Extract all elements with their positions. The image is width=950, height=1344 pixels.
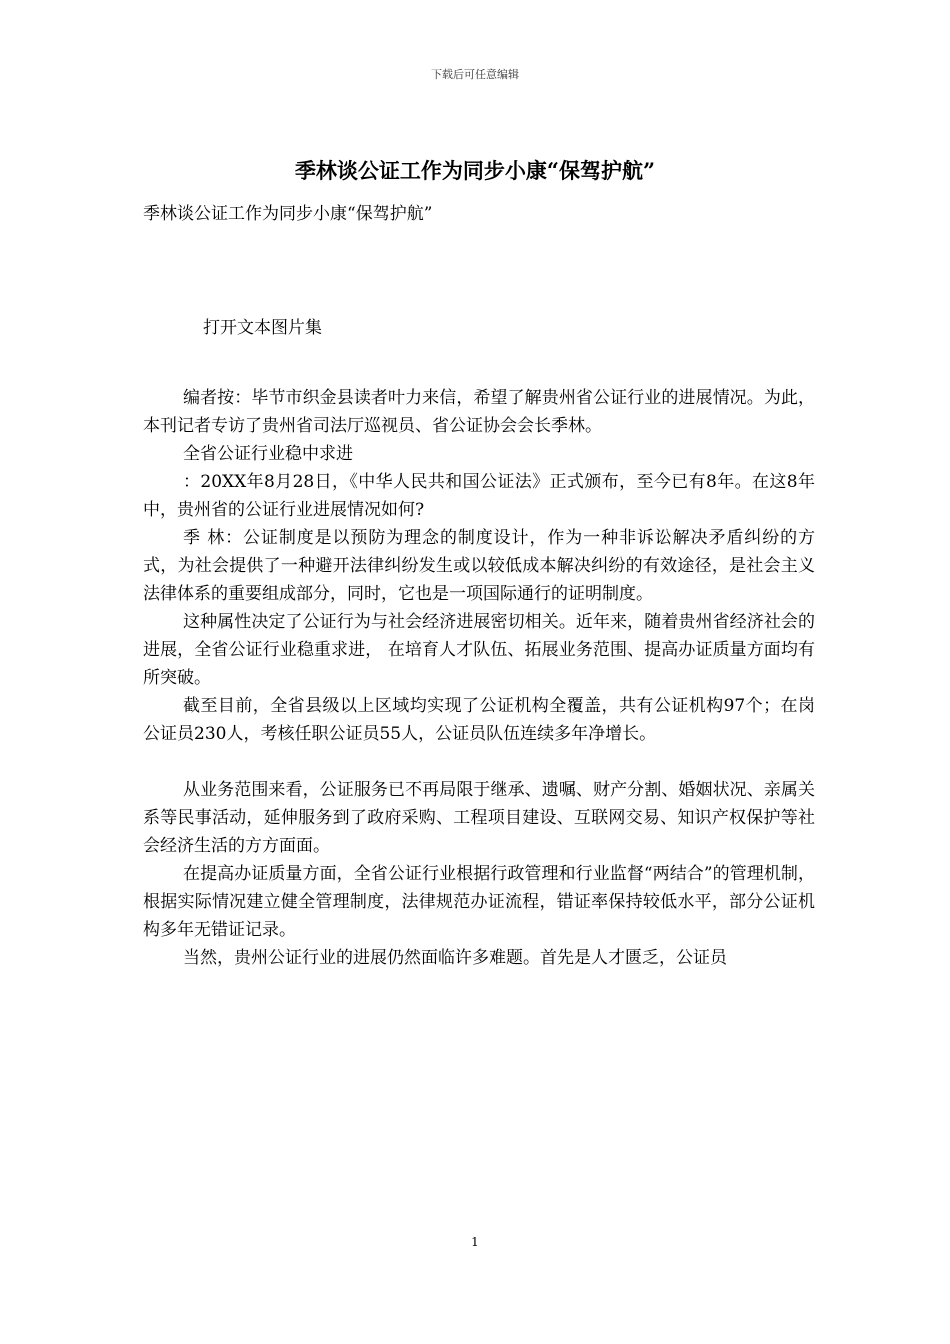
paragraph: 在提高办证质量方面，全省公证行业根据行政管理和行业监督“两结合”的管理机制，根据实际情况建立健全管理制度，法律规范办证流程，错证率保持较低水平，部分公证机构多年无错证记录。 — [143, 864, 815, 940]
paragraph-editor-note: 编者按：毕节市织金县读者叶力来信，希望了解贵州省公证行业的进展情况。为此，本刊记者专访了贵州省司法厅巡视员、省公证协会会长季林。 — [143, 388, 815, 436]
paragraph: 截至目前，全省县级以上区域均实现了公证机构全覆盖，共有公证机构97个；在岗公证员230人，考核任职公证员55人，公证员队伍连续多年净增长。 — [143, 696, 815, 744]
paragraph: 当然，贵州公证行业的进展仍然面临许多难题。首先是人才匮乏，公证员 — [183, 948, 727, 968]
paragraph-question: ：20XX年8月28日，《中华人民共和国公证法》正式颁布，至今已有8年。在这8年中，贵州省的公证行业进展情况如何? — [143, 472, 815, 520]
section-heading: 全省公证行业稳中求进 — [183, 444, 353, 464]
paragraph: 从业务范围来看，公证服务已不再局限于继承、遗嘱、财产分割、婚姻状况、亲属关系等民事活动，延伸服务到了政府采购、工程项目建设、互联网交易、知识产权保护等社会经济生活的方方面面。 — [143, 780, 815, 856]
paragraph: 这种属性决定了公证行为与社会经济进展密切相关。近年来，随着贵州省经济社会的进展，全省公证行业稳重求进， 在培育人才队伍、拓展业务范围、提高办证质量方面均有所突破。 — [143, 612, 815, 688]
paragraph-answer: 季 林：公证制度是以预防为理念的制度设计，作为一种非诉讼解决矛盾纠纷的方式，为社会提供了一种避开法律纠纷发生或以较低成本解决纠纷的有效途径，是社会主义法律体系的重要组成部分，同时，它也是一项国际通行的证明制度。 — [143, 528, 815, 604]
article-title: 季林谈公证工作为同步小康“保驾护航” — [294, 158, 656, 183]
open-image-gallery-link[interactable]: 打开文本图片集 — [203, 318, 322, 338]
article-subtitle: 季林谈公证工作为同步小康“保驾护航” — [143, 204, 433, 224]
article-body — [143, 384, 815, 972]
paragraph-spacer — [143, 748, 815, 776]
page-header-note: 下载后可任意编辑 — [431, 68, 519, 81]
page-number: 1 — [471, 1235, 479, 1249]
